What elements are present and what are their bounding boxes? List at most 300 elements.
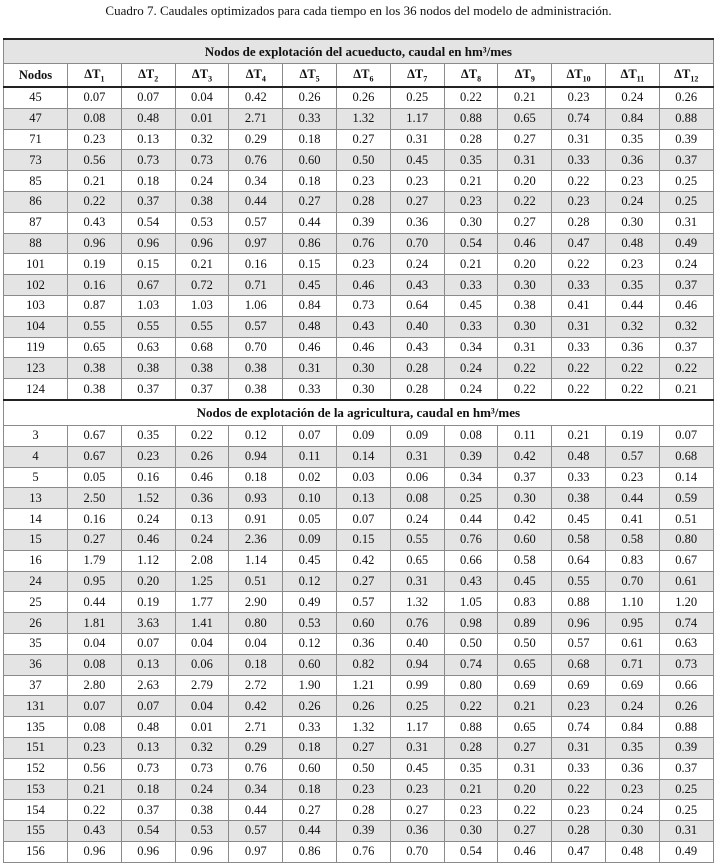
node-id-cell: 13	[4, 488, 68, 509]
table-row	[4, 108, 714, 129]
flow-value-cell: 0.60	[283, 758, 337, 779]
flow-value-cell: 0.69	[605, 675, 659, 696]
table-row	[4, 800, 714, 821]
flow-value-cell: 1.17	[390, 108, 444, 129]
flow-value-cell: 2.90	[229, 592, 283, 613]
flow-value-cell: 0.43	[336, 316, 390, 337]
flow-value-cell: 2.71	[229, 717, 283, 738]
flow-value-cell: 0.24	[444, 358, 498, 379]
flow-value-cell: 1.21	[336, 675, 390, 696]
flow-value-cell: 0.73	[659, 654, 713, 675]
flow-value-cell: 0.33	[283, 717, 337, 738]
table-row	[4, 295, 714, 316]
flow-value-cell: 0.60	[498, 529, 552, 550]
flow-value-cell: 0.19	[605, 425, 659, 446]
flow-value-cell: 0.44	[229, 800, 283, 821]
node-id-cell: 37	[4, 675, 68, 696]
table-row	[4, 446, 714, 467]
flow-value-cell: 0.38	[175, 358, 229, 379]
flow-value-cell: 0.65	[498, 108, 552, 129]
column-header-subscript: 1	[100, 74, 105, 84]
flow-value-cell: 0.96	[121, 841, 175, 862]
flow-value-cell: 0.28	[336, 191, 390, 212]
table-row	[4, 379, 714, 400]
flow-value-cell: 0.55	[175, 316, 229, 337]
flow-value-cell: 0.25	[659, 191, 713, 212]
flow-value-cell: 0.13	[175, 509, 229, 530]
flow-value-cell: 0.72	[175, 275, 229, 296]
flow-value-cell: 0.21	[444, 171, 498, 192]
flow-value-cell: 0.33	[283, 108, 337, 129]
flow-value-cell: 0.98	[444, 613, 498, 634]
flow-value-cell: 0.68	[659, 446, 713, 467]
flow-value-cell: 0.12	[229, 425, 283, 446]
flow-value-cell: 0.20	[498, 254, 552, 275]
flow-value-cell: 0.25	[659, 800, 713, 821]
flow-value-cell: 0.21	[552, 425, 606, 446]
flow-value-cell: 0.27	[68, 529, 122, 550]
node-id-cell: 14	[4, 509, 68, 530]
column-header-dt10	[552, 64, 606, 88]
delta-t-symbol: ΔT	[353, 66, 370, 81]
flow-value-cell: 0.32	[659, 316, 713, 337]
table-row	[4, 358, 714, 379]
flow-value-cell: 0.50	[336, 150, 390, 171]
flow-value-cell: 0.44	[605, 295, 659, 316]
flow-value-cell: 0.24	[121, 509, 175, 530]
flow-value-cell: 0.37	[659, 150, 713, 171]
flow-value-cell: 0.88	[552, 592, 606, 613]
flow-value-cell: 0.24	[175, 529, 229, 550]
flow-value-cell: 0.27	[283, 800, 337, 821]
flow-value-cell: 0.32	[605, 316, 659, 337]
flow-value-cell: 0.31	[659, 821, 713, 842]
node-id-cell: 135	[4, 717, 68, 738]
flow-value-cell: 0.63	[659, 633, 713, 654]
flow-value-cell: 0.55	[552, 571, 606, 592]
flow-value-cell: 0.23	[605, 779, 659, 800]
flow-value-cell: 0.66	[444, 550, 498, 571]
column-header-subscript: 3	[208, 74, 213, 84]
flow-value-cell: 0.31	[498, 337, 552, 358]
flow-value-cell: 0.23	[552, 87, 606, 108]
table-row	[4, 841, 714, 862]
flow-value-cell: 1.12	[121, 550, 175, 571]
flow-value-cell: 0.26	[283, 87, 337, 108]
node-id-cell: 16	[4, 550, 68, 571]
flow-value-cell: 1.10	[605, 592, 659, 613]
flow-value-cell: 0.76	[444, 529, 498, 550]
flow-value-cell: 0.33	[444, 275, 498, 296]
flow-value-cell: 0.38	[68, 358, 122, 379]
flow-value-cell: 0.73	[121, 758, 175, 779]
flow-value-cell: 0.22	[605, 379, 659, 400]
flow-value-cell: 0.84	[283, 295, 337, 316]
flow-value-cell: 0.28	[336, 800, 390, 821]
flow-value-cell: 0.30	[336, 379, 390, 400]
flow-value-cell: 0.58	[498, 550, 552, 571]
flow-value-cell: 0.59	[659, 488, 713, 509]
flow-value-cell: 0.24	[175, 779, 229, 800]
flow-value-cell: 0.18	[121, 779, 175, 800]
flow-value-cell: 0.39	[336, 821, 390, 842]
column-header-dt2	[121, 64, 175, 88]
flow-value-cell: 0.24	[605, 191, 659, 212]
flow-value-cell: 0.18	[229, 654, 283, 675]
delta-t-symbol: ΔT	[245, 66, 262, 81]
flow-value-cell: 0.31	[283, 358, 337, 379]
flow-value-cell: 0.07	[121, 696, 175, 717]
flow-value-cell: 0.65	[498, 654, 552, 675]
flow-value-cell: 0.33	[552, 275, 606, 296]
flow-value-cell: 0.33	[552, 150, 606, 171]
flow-value-cell: 0.31	[552, 737, 606, 758]
flow-value-cell: 0.41	[605, 509, 659, 530]
flow-value-cell: 0.15	[336, 529, 390, 550]
flow-value-cell: 0.60	[336, 613, 390, 634]
flow-value-cell: 0.05	[283, 509, 337, 530]
flow-value-cell: 0.37	[659, 758, 713, 779]
flow-value-cell: 0.42	[336, 550, 390, 571]
flow-value-cell: 1.14	[229, 550, 283, 571]
node-id-cell: 3	[4, 425, 68, 446]
flow-value-cell: 0.76	[336, 841, 390, 862]
node-id-cell: 45	[4, 87, 68, 108]
flow-value-cell: 0.27	[498, 129, 552, 150]
flow-value-cell: 0.37	[121, 191, 175, 212]
flow-value-cell: 1.03	[121, 295, 175, 316]
flow-value-cell: 1.32	[336, 108, 390, 129]
flow-value-cell: 0.57	[605, 446, 659, 467]
flow-value-cell: 0.28	[444, 737, 498, 758]
flow-value-cell: 0.31	[390, 129, 444, 150]
flow-value-cell: 0.07	[283, 425, 337, 446]
table-row	[4, 171, 714, 192]
flow-value-cell: 0.69	[498, 675, 552, 696]
flow-value-cell: 0.38	[229, 379, 283, 400]
flow-value-cell: 0.47	[552, 841, 606, 862]
flow-value-cell: 0.22	[444, 87, 498, 108]
flow-value-cell: 0.24	[390, 509, 444, 530]
node-id-cell: 86	[4, 191, 68, 212]
table-row	[4, 717, 714, 738]
flow-value-cell: 0.36	[390, 212, 444, 233]
flow-value-cell: 0.40	[390, 316, 444, 337]
flow-value-cell: 0.43	[444, 571, 498, 592]
node-id-cell: 4	[4, 446, 68, 467]
flow-value-cell: 0.35	[444, 758, 498, 779]
flow-value-cell: 0.25	[659, 171, 713, 192]
flow-value-cell: 0.18	[121, 171, 175, 192]
flow-value-cell: 0.15	[121, 254, 175, 275]
flow-value-cell: 0.21	[175, 254, 229, 275]
node-id-cell: 119	[4, 337, 68, 358]
flow-value-cell: 0.46	[336, 337, 390, 358]
flow-value-cell: 0.38	[552, 488, 606, 509]
flow-value-cell: 0.48	[552, 446, 606, 467]
flow-value-cell: 0.38	[175, 800, 229, 821]
flow-value-cell: 0.73	[175, 150, 229, 171]
flow-value-cell: 0.27	[498, 737, 552, 758]
node-id-cell: 24	[4, 571, 68, 592]
flow-value-cell: 0.96	[175, 841, 229, 862]
table-row	[4, 425, 714, 446]
flow-value-cell: 0.20	[498, 779, 552, 800]
flow-value-cell: 0.22	[498, 191, 552, 212]
node-id-cell: 101	[4, 254, 68, 275]
flow-value-cell: 0.22	[68, 191, 122, 212]
node-id-cell: 87	[4, 212, 68, 233]
node-id-cell: 36	[4, 654, 68, 675]
flow-value-cell: 0.23	[552, 191, 606, 212]
column-header-subscript: 2	[154, 74, 159, 84]
table-row	[4, 550, 714, 571]
flow-value-cell: 0.09	[336, 425, 390, 446]
node-id-cell: 153	[4, 779, 68, 800]
flow-value-cell: 1.41	[175, 613, 229, 634]
flow-value-cell: 0.56	[68, 758, 122, 779]
column-header-dt7	[390, 64, 444, 88]
flow-value-cell: 0.68	[552, 654, 606, 675]
table-caption: Cuadro 7. Caudales optimizados para cada tiempo en los 36 nodos del modelo de administración.	[105, 3, 612, 18]
flow-value-cell: 0.70	[390, 841, 444, 862]
flow-value-cell: 0.74	[552, 108, 606, 129]
flow-value-cell: 0.14	[336, 446, 390, 467]
flow-value-cell: 0.48	[605, 841, 659, 862]
table-row	[4, 675, 714, 696]
flow-value-cell: 0.32	[175, 129, 229, 150]
flow-value-cell: 0.58	[552, 529, 606, 550]
flow-value-cell: 0.46	[283, 337, 337, 358]
flow-value-cell: 0.23	[68, 129, 122, 150]
flow-value-cell: 0.94	[229, 446, 283, 467]
flow-value-cell: 0.21	[498, 696, 552, 717]
column-header-subscript: 10	[582, 74, 591, 84]
flow-value-cell: 0.35	[605, 275, 659, 296]
flow-value-cell: 0.28	[552, 821, 606, 842]
flow-value-cell: 0.44	[444, 509, 498, 530]
flow-value-cell: 0.84	[605, 717, 659, 738]
flow-value-cell: 0.23	[390, 779, 444, 800]
flow-value-cell: 2.72	[229, 675, 283, 696]
flow-value-cell: 0.82	[336, 654, 390, 675]
flow-value-cell: 0.28	[552, 212, 606, 233]
flow-value-cell: 0.24	[605, 696, 659, 717]
flow-value-cell: 0.15	[283, 254, 337, 275]
flow-value-cell: 1.32	[336, 717, 390, 738]
table-row	[4, 696, 714, 717]
flow-value-cell: 0.08	[68, 654, 122, 675]
flow-value-cell: 0.08	[390, 488, 444, 509]
flow-value-cell: 0.26	[283, 696, 337, 717]
node-id-cell: 25	[4, 592, 68, 613]
node-id-cell: 35	[4, 633, 68, 654]
flow-value-cell: 0.26	[659, 696, 713, 717]
flow-value-cell: 0.46	[175, 467, 229, 488]
flow-value-cell: 0.76	[336, 233, 390, 254]
flow-value-cell: 0.22	[605, 358, 659, 379]
flow-value-cell: 0.08	[68, 108, 122, 129]
node-id-cell: 154	[4, 800, 68, 821]
flow-value-cell: 0.37	[659, 337, 713, 358]
flow-value-cell: 0.28	[390, 379, 444, 400]
flow-value-cell: 0.37	[121, 800, 175, 821]
node-id-cell: 102	[4, 275, 68, 296]
flow-value-cell: 0.45	[283, 275, 337, 296]
flow-value-cell: 0.43	[390, 337, 444, 358]
flow-value-cell: 0.29	[229, 129, 283, 150]
flow-value-cell: 0.37	[498, 467, 552, 488]
flow-value-cell: 0.26	[336, 696, 390, 717]
table-row	[4, 150, 714, 171]
flow-value-cell: 0.02	[283, 467, 337, 488]
flow-value-cell: 0.21	[444, 254, 498, 275]
flow-value-cell: 0.22	[552, 254, 606, 275]
table-row	[4, 488, 714, 509]
flow-value-cell: 0.22	[659, 358, 713, 379]
flow-value-cell: 0.30	[498, 316, 552, 337]
flow-value-cell: 0.30	[498, 488, 552, 509]
column-header-dt5	[283, 64, 337, 88]
flow-value-cell: 0.38	[68, 379, 122, 400]
flow-value-cell: 0.18	[283, 737, 337, 758]
section-aqueduct-title: Nodos de explotación del acueducto, caudal en hm³/mes	[4, 39, 714, 64]
table-row	[4, 633, 714, 654]
flow-value-cell: 0.49	[659, 841, 713, 862]
flow-value-cell: 1.77	[175, 592, 229, 613]
flow-value-cell: 0.24	[175, 171, 229, 192]
flow-value-cell: 0.23	[552, 800, 606, 821]
flow-value-cell: 0.27	[336, 737, 390, 758]
node-id-cell: 5	[4, 467, 68, 488]
node-id-cell: 124	[4, 379, 68, 400]
flow-value-cell: 0.26	[659, 87, 713, 108]
flow-value-cell: 0.11	[283, 446, 337, 467]
flow-value-cell: 0.80	[444, 675, 498, 696]
flow-value-cell: 0.22	[552, 171, 606, 192]
table-row	[4, 592, 714, 613]
flow-value-cell: 0.18	[283, 129, 337, 150]
flow-value-cell: 0.24	[605, 800, 659, 821]
flow-value-cell: 0.16	[229, 254, 283, 275]
flow-value-cell: 1.03	[175, 295, 229, 316]
flow-value-cell: 0.42	[498, 509, 552, 530]
flow-value-cell: 0.33	[552, 467, 606, 488]
table-row	[4, 758, 714, 779]
column-header-dt6	[336, 64, 390, 88]
flow-value-cell: 0.27	[390, 800, 444, 821]
delta-t-symbol: ΔT	[674, 66, 691, 81]
flow-value-cell: 0.22	[552, 358, 606, 379]
flow-value-cell: 0.36	[175, 488, 229, 509]
flow-value-cell: 0.13	[121, 654, 175, 675]
flow-value-cell: 0.04	[68, 633, 122, 654]
flow-value-cell: 0.39	[444, 446, 498, 467]
table-row	[4, 779, 714, 800]
flow-value-cell: 0.33	[444, 316, 498, 337]
flow-value-cell: 0.30	[336, 358, 390, 379]
flow-value-cell: 0.96	[552, 613, 606, 634]
delta-t-symbol: ΔT	[138, 66, 155, 81]
node-id-cell: 152	[4, 758, 68, 779]
flow-value-cell: 0.88	[444, 717, 498, 738]
flow-value-cell: 0.36	[605, 337, 659, 358]
column-header-nodos: Nodos	[4, 64, 68, 88]
flow-value-cell: 0.04	[229, 633, 283, 654]
flow-value-cell: 0.34	[229, 779, 283, 800]
flow-value-cell: 0.45	[552, 509, 606, 530]
column-header-subscript: 12	[690, 74, 699, 84]
flow-value-cell: 0.88	[659, 717, 713, 738]
flow-value-cell: 0.09	[283, 529, 337, 550]
flow-value-cell: 2.80	[68, 675, 122, 696]
flow-value-cell: 2.71	[229, 108, 283, 129]
flow-value-cell: 0.21	[444, 779, 498, 800]
flow-value-cell: 0.49	[283, 592, 337, 613]
flow-value-cell: 0.01	[175, 717, 229, 738]
flow-value-cell: 0.04	[175, 633, 229, 654]
flow-value-cell: 1.52	[121, 488, 175, 509]
flow-value-cell: 0.31	[498, 150, 552, 171]
flow-value-cell: 0.13	[121, 737, 175, 758]
flow-value-cell: 0.21	[498, 87, 552, 108]
flow-value-cell: 0.31	[552, 316, 606, 337]
flow-value-cell: 0.67	[68, 446, 122, 467]
table-row	[4, 613, 714, 634]
flow-value-cell: 0.76	[229, 758, 283, 779]
flow-value-cell: 0.38	[229, 358, 283, 379]
flow-value-cell: 0.06	[175, 654, 229, 675]
flow-value-cell: 0.05	[68, 467, 122, 488]
node-id-cell: 155	[4, 821, 68, 842]
flow-value-cell: 1.05	[444, 592, 498, 613]
flow-value-cell: 0.07	[68, 87, 122, 108]
flow-value-cell: 0.39	[336, 212, 390, 233]
flow-value-cell: 0.27	[498, 212, 552, 233]
column-header-subscript: 7	[423, 74, 428, 84]
flow-value-cell: 0.25	[390, 87, 444, 108]
flow-table	[3, 38, 714, 863]
flow-value-cell: 0.80	[229, 613, 283, 634]
node-id-cell: 103	[4, 295, 68, 316]
table-row	[4, 571, 714, 592]
node-id-cell: 47	[4, 108, 68, 129]
flow-value-cell: 0.73	[336, 295, 390, 316]
column-header-subscript: 4	[261, 74, 266, 84]
node-id-cell: 156	[4, 841, 68, 862]
table-row	[4, 509, 714, 530]
flow-value-cell: 0.25	[444, 488, 498, 509]
delta-t-symbol: ΔT	[566, 66, 583, 81]
flow-value-cell: 0.74	[444, 654, 498, 675]
flow-value-cell: 0.70	[390, 233, 444, 254]
flow-value-cell: 0.22	[175, 425, 229, 446]
flow-value-cell: 0.33	[552, 758, 606, 779]
flow-value-cell: 0.96	[68, 841, 122, 862]
node-id-cell: 104	[4, 316, 68, 337]
flow-value-cell: 0.45	[283, 550, 337, 571]
flow-value-cell: 0.43	[68, 212, 122, 233]
flow-value-cell: 0.08	[444, 425, 498, 446]
table-row	[4, 87, 714, 108]
flow-value-cell: 0.44	[283, 821, 337, 842]
flow-value-cell: 0.46	[498, 233, 552, 254]
flow-value-cell: 2.36	[229, 529, 283, 550]
flow-value-cell: 0.71	[605, 654, 659, 675]
flow-value-cell: 0.22	[498, 358, 552, 379]
flow-value-cell: 0.38	[498, 295, 552, 316]
flow-value-cell: 0.24	[605, 87, 659, 108]
